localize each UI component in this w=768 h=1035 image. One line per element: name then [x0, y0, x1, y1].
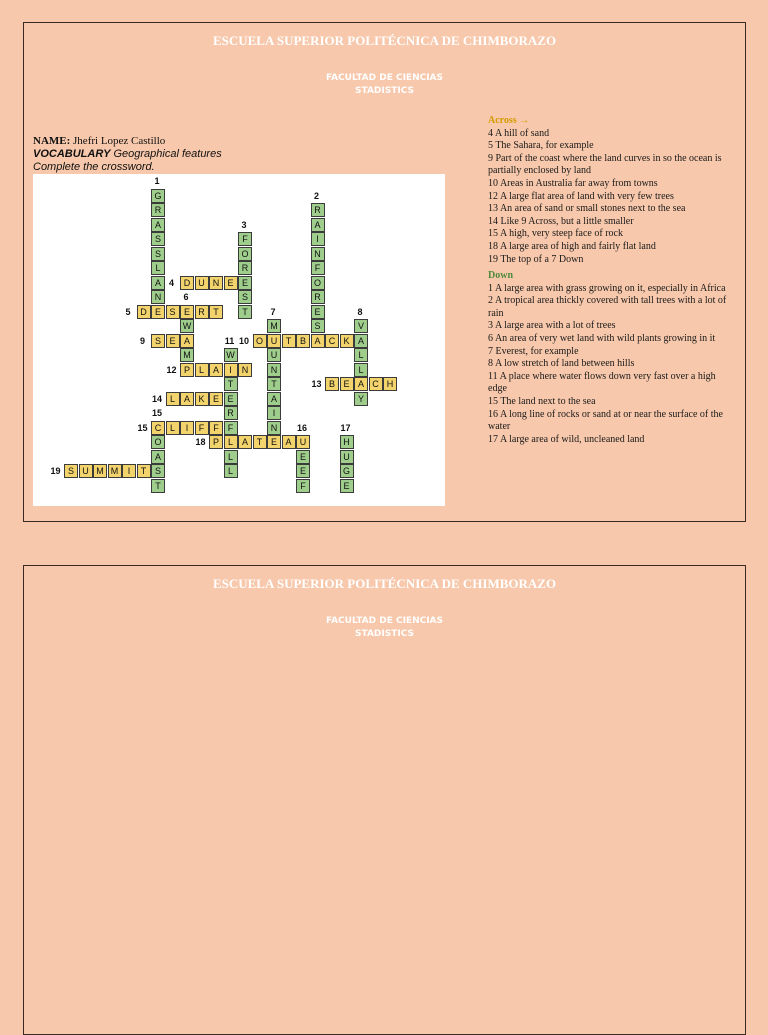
- faculty-title: [24, 615, 745, 641]
- clue-number: 19: [50, 466, 61, 476]
- across-clue: 10 Areas in Australia far away from towns: [488, 177, 658, 189]
- crossword-cell[interactable]: T: [224, 377, 238, 391]
- crossword-cell[interactable]: V: [354, 319, 368, 333]
- crossword-cell[interactable]: R: [151, 203, 165, 217]
- crossword-cell[interactable]: E: [340, 479, 354, 493]
- crossword-grid: [33, 174, 445, 506]
- across-clue: 18 A large area of high and fairly flat land: [488, 240, 656, 252]
- crossword-cell[interactable]: T: [137, 464, 151, 478]
- crossword-cell[interactable]: L: [151, 261, 165, 275]
- down-clue: 8 A low stretch of land between hills: [488, 358, 635, 370]
- faculty-line-2: STADISTICS: [355, 629, 414, 639]
- down-clue: 6 An area of very wet land with wild plants growing in it: [488, 332, 716, 344]
- crossword-cell[interactable]: U: [267, 334, 281, 348]
- crossword-cell[interactable]: I: [180, 421, 194, 435]
- crossword-cell[interactable]: U: [195, 276, 209, 290]
- crossword-cell[interactable]: A: [282, 435, 296, 449]
- clue-number: 7: [270, 306, 276, 317]
- crossword-cell[interactable]: E: [296, 464, 310, 478]
- crossword-cell[interactable]: D: [137, 305, 151, 319]
- clue-number: 9: [139, 335, 145, 346]
- crossword-cell[interactable]: N: [311, 247, 325, 261]
- clue-number: 13: [311, 379, 322, 389]
- crossword-cell[interactable]: H: [383, 377, 397, 391]
- vocabulary-topic: Geographical features: [113, 148, 222, 160]
- crossword-cell[interactable]: T: [253, 435, 267, 449]
- name-label: NAME:: [33, 135, 71, 147]
- across-clue-list: [488, 128, 728, 267]
- student-name: Jhefri Lopez Castillo: [73, 135, 166, 147]
- clue-number: 6: [183, 292, 189, 302]
- crossword-cell[interactable]: L: [224, 464, 238, 478]
- crossword-cell[interactable]: L: [224, 435, 238, 449]
- crossword-cell[interactable]: N: [209, 276, 223, 290]
- crossword-cell[interactable]: E: [166, 334, 180, 348]
- crossword-cell[interactable]: A: [151, 450, 165, 464]
- crossword-cell[interactable]: T: [151, 479, 165, 493]
- across-clue: 13 An area of sand or small stones next to the sea: [488, 203, 686, 215]
- name-line: [33, 135, 222, 148]
- crossword-cell[interactable]: E: [151, 305, 165, 319]
- crossword-cell[interactable]: A: [151, 276, 165, 290]
- instruction-text: Complete the crossword.: [33, 161, 155, 173]
- faculty-line-2: STADISTICS: [355, 86, 414, 96]
- crossword-cell[interactable]: O: [238, 247, 252, 261]
- crossword-cell[interactable]: N: [267, 421, 281, 435]
- crossword-cell[interactable]: S: [151, 334, 165, 348]
- across-clues: [488, 115, 728, 266]
- down-clue: 1 A large area with grass growing on it, especially in Africa: [488, 282, 726, 294]
- crossword-cell[interactable]: L: [224, 450, 238, 464]
- crossword-cell[interactable]: E: [238, 276, 252, 290]
- down-clue-list: [488, 283, 728, 447]
- crossword-cell[interactable]: R: [224, 406, 238, 420]
- crossword-cell[interactable]: E: [311, 305, 325, 319]
- vocabulary-line: [33, 148, 222, 161]
- crossword-cell[interactable]: M: [93, 464, 107, 478]
- crossword-cell[interactable]: U: [296, 435, 310, 449]
- crossword-cell[interactable]: S: [238, 290, 252, 304]
- crossword-cell[interactable]: R: [195, 305, 209, 319]
- crossword-cell[interactable]: I: [122, 464, 136, 478]
- crossword-cell[interactable]: R: [238, 261, 252, 275]
- crossword-cell[interactable]: S: [166, 305, 180, 319]
- crossword-cell[interactable]: I: [267, 406, 281, 420]
- down-clue: 2 A tropical area thickly covered with tall trees with a lot of rain: [488, 295, 727, 319]
- crossword-cell[interactable]: N: [151, 290, 165, 304]
- across-clue: 15 A high, very steep face of rock: [488, 228, 623, 240]
- crossword-cell[interactable]: B: [296, 334, 310, 348]
- crossword-cell[interactable]: A: [354, 377, 368, 391]
- across-clue: 14 Like 9 Across, but a little smaller: [488, 215, 634, 227]
- crossword-cell[interactable]: W: [224, 348, 238, 362]
- crossword-cell[interactable]: M: [267, 319, 281, 333]
- crossword-cell[interactable]: U: [267, 348, 281, 362]
- crossword-cell[interactable]: K: [340, 334, 354, 348]
- crossword-cell[interactable]: I: [224, 363, 238, 377]
- clue-number: 15: [151, 408, 162, 418]
- crossword-cell[interactable]: A: [238, 435, 252, 449]
- crossword-cell[interactable]: A: [354, 334, 368, 348]
- clue-number: 14: [151, 393, 162, 404]
- crossword-cell[interactable]: E: [224, 276, 238, 290]
- crossword-cell[interactable]: A: [180, 334, 194, 348]
- crossword-cell[interactable]: R: [311, 203, 325, 217]
- crossword-cell[interactable]: A: [311, 334, 325, 348]
- crossword-cell[interactable]: L: [195, 363, 209, 377]
- crossword-cell[interactable]: M: [180, 348, 194, 362]
- crossword-cell[interactable]: C: [151, 421, 165, 435]
- worksheet-page-2: [23, 565, 746, 1035]
- crossword-cell[interactable]: E: [209, 392, 223, 406]
- faculty-line-1: FACULTAD DE CIENCIAS: [325, 73, 444, 83]
- crossword-cell[interactable]: O: [311, 276, 325, 290]
- crossword-cell[interactable]: T: [267, 377, 281, 391]
- down-clue: 11 A place where water flows down very fast over a high edge: [488, 370, 716, 395]
- clue-number: 11: [224, 335, 235, 346]
- crossword-cell[interactable]: S: [64, 464, 78, 478]
- crossword-cell[interactable]: C: [369, 377, 383, 391]
- crossword-cell[interactable]: A: [209, 363, 223, 377]
- crossword-cell[interactable]: F: [209, 421, 223, 435]
- crossword-cell[interactable]: L: [166, 421, 180, 435]
- crossword-cell[interactable]: C: [325, 334, 339, 348]
- crossword-cell[interactable]: G: [151, 189, 165, 203]
- school-title: ESCUELA SUPERIOR POLITÉCNICA DE CHIMBORAZO: [212, 576, 557, 591]
- clue-number: 17: [340, 422, 351, 433]
- faculty-line-1: FACULTAD DE CIENCIAS: [325, 616, 444, 626]
- crossword-cell[interactable]: S: [151, 464, 165, 478]
- crossword-cell[interactable]: E: [267, 435, 281, 449]
- crossword-cell[interactable]: F: [238, 232, 252, 246]
- clue-number: 5: [125, 306, 131, 317]
- crossword-cell[interactable]: T: [209, 305, 223, 319]
- across-clue: 9 Part of the coast where the land curves in so the ocean is partially enclosed by land: [488, 152, 722, 177]
- crossword-cell[interactable]: S: [151, 247, 165, 261]
- crossword-cell[interactable]: P: [180, 363, 194, 377]
- down-clue: 17 A large area of wild, uncleaned land: [488, 433, 645, 445]
- crossword-cell[interactable]: D: [180, 276, 194, 290]
- crossword-cell[interactable]: F: [311, 261, 325, 275]
- crossword-cell[interactable]: F: [195, 421, 209, 435]
- crossword-cell[interactable]: A: [311, 218, 325, 232]
- crossword-cell[interactable]: A: [180, 392, 194, 406]
- crossword-cell[interactable]: N: [238, 363, 252, 377]
- crossword-cell[interactable]: I: [311, 232, 325, 246]
- crossword-cell[interactable]: B: [325, 377, 339, 391]
- down-clue: 7 Everest, for example: [488, 345, 579, 357]
- clue-number: 1: [154, 176, 160, 186]
- crossword-cell[interactable]: E: [340, 377, 354, 391]
- faculty-title: [24, 72, 745, 98]
- clue-number: 10: [238, 335, 249, 346]
- crossword-cell[interactable]: E: [180, 305, 194, 319]
- crossword-cell[interactable]: W: [180, 319, 194, 333]
- down-clue: 15 The land next to the sea: [488, 395, 596, 407]
- down-clues: [488, 270, 728, 446]
- across-heading: Across →: [488, 115, 530, 126]
- crossword-cell[interactable]: T: [238, 305, 252, 319]
- crossword-cell[interactable]: L: [166, 392, 180, 406]
- crossword-cell[interactable]: R: [311, 290, 325, 304]
- school-title: ESCUELA SUPERIOR POLITÉCNICA DE CHIMBORAZO: [212, 33, 557, 48]
- clue-number: 16: [296, 422, 307, 433]
- down-clue: 3 A large area with a lot of trees: [488, 320, 616, 332]
- crossword-cell[interactable]: Y: [354, 392, 368, 406]
- crossword-cell[interactable]: U: [340, 450, 354, 464]
- across-clue: 19 The top of a 7 Down: [488, 253, 584, 265]
- clue-number: 15: [137, 422, 148, 433]
- vocabulary-label: VOCABULARY: [33, 148, 111, 160]
- crossword-cell[interactable]: E: [296, 450, 310, 464]
- crossword-cell[interactable]: O: [253, 334, 267, 348]
- student-info: [33, 135, 222, 174]
- crossword-cell[interactable]: G: [340, 464, 354, 478]
- crossword-cell[interactable]: M: [108, 464, 122, 478]
- clue-number: 12: [166, 364, 177, 375]
- across-clue: 4 A hill of sand: [488, 127, 550, 139]
- crossword-cell[interactable]: T: [282, 334, 296, 348]
- clue-number: 4: [168, 277, 174, 288]
- clue-number: 2: [313, 190, 319, 201]
- crossword-cell[interactable]: N: [267, 363, 281, 377]
- down-heading: Down: [488, 270, 514, 281]
- crossword-cell[interactable]: S: [311, 319, 325, 333]
- clue-number: 8: [357, 306, 363, 317]
- clue-number: 18: [195, 437, 206, 447]
- crossword-cell[interactable]: S: [151, 232, 165, 246]
- crossword-cell[interactable]: F: [224, 421, 238, 435]
- crossword-cell[interactable]: L: [354, 348, 368, 362]
- across-clue: 5 The Sahara, for example: [488, 140, 594, 152]
- crossword-cell[interactable]: L: [354, 363, 368, 377]
- crossword-cell[interactable]: H: [340, 435, 354, 449]
- down-clue: 16 A long line of rocks or sand at or near the surface of the water: [488, 408, 723, 433]
- crossword-cell[interactable]: O: [151, 435, 165, 449]
- crossword-cell[interactable]: E: [224, 392, 238, 406]
- across-clue: 12 A large flat area of land with very few trees: [488, 190, 674, 202]
- crossword-cell[interactable]: F: [296, 479, 310, 493]
- crossword-cell[interactable]: A: [151, 218, 165, 232]
- crossword-cell[interactable]: P: [209, 435, 223, 449]
- crossword-cell[interactable]: K: [195, 392, 209, 406]
- crossword-cell[interactable]: A: [267, 392, 281, 406]
- clue-number: 3: [241, 219, 247, 230]
- crossword-cell[interactable]: U: [79, 464, 93, 478]
